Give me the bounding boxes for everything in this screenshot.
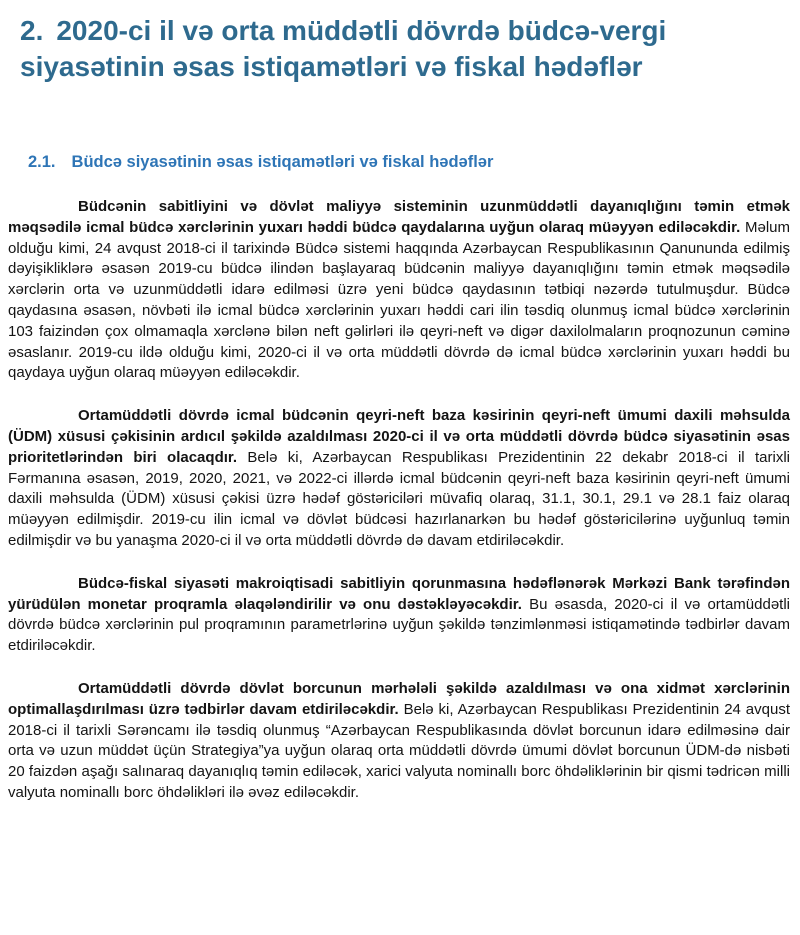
paragraph-2-body-text: Belə ki, Azərbaycan Respublikası Prezidentinin 22 dekabr 2018-ci il tarixli Fərmanına əsasən, 2019, 2020, 2021, və 2022-ci illərdə icmal büdcənin qeyri-neft baza kəsirinin qeyri-neft ümumi daxili məhsulda (ÜDM) xüsusi çəkisi üzrə hədəf göstəriciləri müvafiq olaraq, 31.1, 30.1, 29.1 və 28.1 faiz olaraq müəyyən edilmişdir. 2019-cu ilin icmal və dövlət büdcəsi hazırlanarkən bu hədəf göstəricilərinə uyğunluq təmin edilmişdir və bu yanaşma 2020-ci il və orta müddətli dövrdə də davam etdiriləcəkdir.: [8, 448, 790, 549]
section-heading-text: Büdcə siyasətinin əsas istiqamətləri və fiskal hədəflər: [71, 153, 494, 171]
body-paragraph-3: [8, 574, 790, 657]
section-heading-number: 2.1.: [28, 153, 56, 171]
body-paragraph-1: [8, 197, 790, 384]
section-heading: [28, 150, 790, 174]
page-title-text: 2020-ci il və orta müddətli dövrdə büdcə-vergi siyasətinin əsas istiqamətləri və fiskal hədəflər: [20, 15, 667, 82]
paragraph-1-body-text: Məlum olduğu kimi, 24 avqust 2018-ci il tarixində Büdcə sistemi haqqında Azərbaycan Respublikasının Qanununda edilmiş dəyişikliklərə əsasən 2019-cu büdcə ilindən başlayaraq büdcənin maliyyə dayanıqlığını təmin etmək məqsədilə xərclərin orta və uzunmüddətli idarə edilməsi üzrə yeni büdcə qaydasının tətbiqi nəzərdə tutulmuşdur. Büdcə qaydasına əsasən, növbəti ilə icmal büdcə xərclərinin yuxarı həddi cari ilin təsdiq olunmuş icmal büdcə xərclərinin 103 faizindən çox olmamaqla xərclənə bilən neft gəlirləri ilə qeyri-neft və digər daxilolmaların proqnozunun cəminə əsaslanır. 2019-cu ildə olduğu kimi, 2020-ci il və orta müddətli dövrdə də icmal büdcə xərclərinin yuxarı həddi bu qaydaya uyğun olaraq müəyyən ediləcəkdir.: [8, 218, 790, 382]
paragraph-4-body-text: Belə ki, Azərbaycan Respublikası Prezidentinin 24 avqust 2018-ci il tarixli Sərəncamı ilə təsdiq olunmuş “Azərbaycan Respublikasında dövlət borcunun idarə edilməsinə dair orta və uzun müddət üçün Strategiya”ya uyğun olaraq orta müddətli dövrdə ümumi dövlət borcunun ÜDM-də nisbəti 20 faizdən aşağı salınaraq dayanıqlıq təmin ediləcək, xarici valyuta nominallı borc öhdəliklərinin bir qismi tədricən milli valyuta nominallı borc öhdəlikləri ilə əvəz ediləcəkdir.: [8, 700, 790, 801]
body-paragraph-4: [8, 679, 790, 804]
document-body: [8, 197, 790, 804]
paragraph-2-bold-lead: Ortamüddətli dövrdə icmal büdcənin qeyri-neft baza kəsirinin qeyri-neft ümumi daxili məhsulda (ÜDM) xüsusi çəkisinin ardıcıl şəkildə azaldılması 2020-ci il və orta müddətli dövrdə büdcə siyasətinin əsas prioritetlərindən biri olacaqdır.: [8, 407, 790, 466]
body-paragraph-2: [8, 406, 790, 552]
paragraph-4-bold-lead: Ortamüddətli dövrdə dövlət borcunun mərhələli şəkildə azaldılması və ona xidmət xərclərinin optimallaşdırılması üzrə tədbirlər davam etdiriləcəkdir.: [8, 679, 790, 718]
page-title: [20, 13, 788, 85]
page-title-number: 2.: [20, 15, 44, 46]
paragraph-3-body-text: Bu əsasda, 2020-ci il və ortamüddətli dövrdə büdcə xərclərinin pul proqramının parametrlərinə uyğun şəkildə tənzimlənməsi istiqamətində tədbirlər davam etdiriləcəkdir.: [8, 595, 790, 655]
paragraph-3-bold-lead: Büdcə-fiskal siyasəti makroiqtisadi sabitliyin qorunmasına hədəflənərək Mərkəzi Bank tərəfindən yürüdülən monetar proqramla əlaqələndirilir və onu dəstəkləyəcəkdir.: [8, 574, 790, 613]
paragraph-1-bold-lead: Büdcənin sabitliyini və dövlət maliyyə sisteminin uzunmüddətli dayanıqlığını təmin etmək məqsədilə icmal büdcə xərclərinin yuxarı həddi büdcə qaydalarına uyğun olaraq müəyyən ediləcəkdir.: [8, 198, 790, 236]
